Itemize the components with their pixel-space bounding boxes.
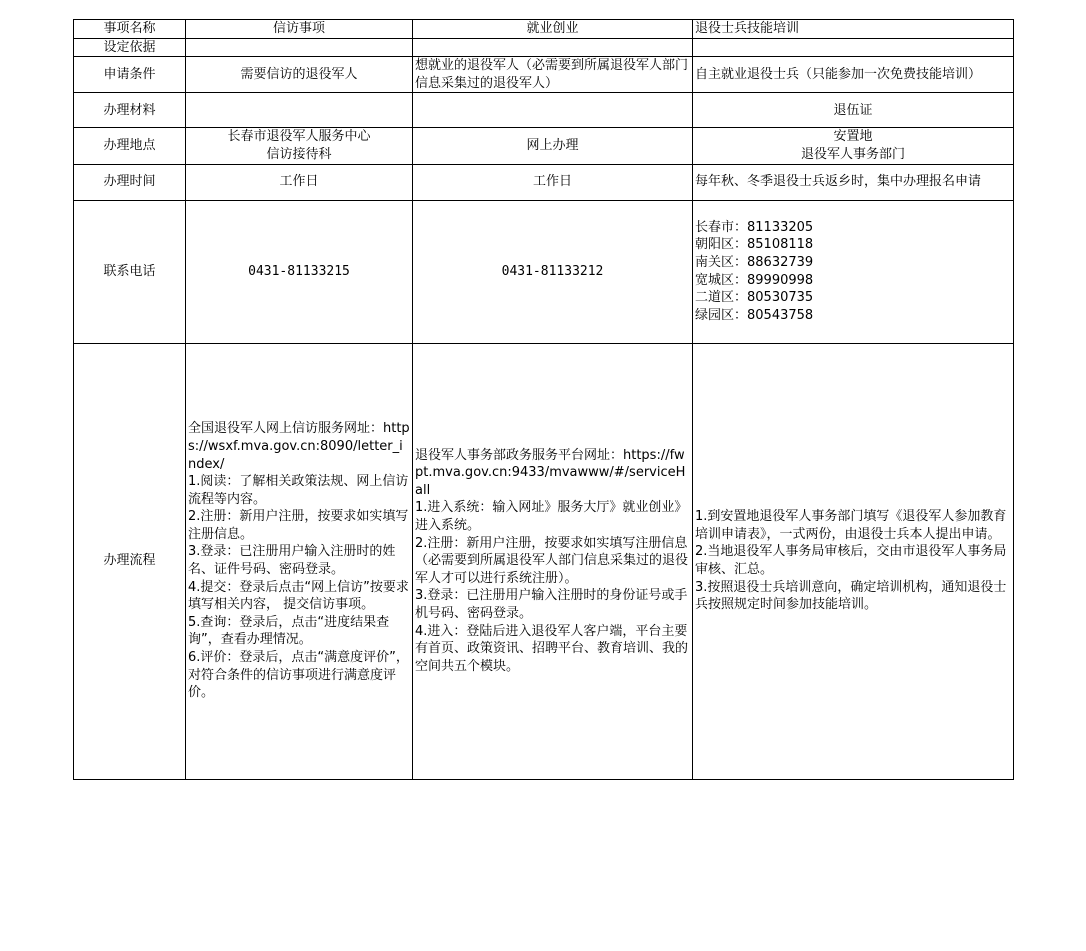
basis-skill-training [693,38,1014,57]
process-skill-training: 1.到安置地退役军人事务部门填写《退役军人参加教育培训申请表》，一式两份，由退役士兵本人提出申请。2.当地退役军人事务局审核后，交由市退役军人事务局审核、汇总。 3.按照退役士兵培训意向，确定培训机构，通知退役士兵按照规定时间参加技能培训。 [693,343,1014,779]
header-employment: 就业创业 [413,20,693,39]
phone-line: 南关区：88632739 [695,254,814,270]
phone-label: 联系电话 [74,200,186,343]
basis-petition [186,38,413,57]
materials-label: 办理材料 [74,93,186,128]
location-petition-line1: 长春市退役军人服务中心 [227,129,371,145]
header-item-name: 事项名称 [74,20,186,39]
location-label: 办理地点 [74,128,186,164]
header-row [74,20,1014,39]
row-materials [74,93,1014,128]
row-basis [74,38,1014,57]
phone-line: 长春市：81133205 [695,219,814,235]
materials-petition [186,93,413,128]
location-skill-line2: 退役军人事务部门 [800,146,905,162]
materials-skill-training: 退伍证 [693,93,1014,128]
header-skill-training: 退役士兵技能培训 [693,20,1014,39]
hours-employment: 工作日 [413,164,693,200]
location-employment: 网上办理 [413,128,693,164]
row-process [74,343,1014,779]
header-petition: 信访事项 [186,20,413,39]
location-petition [186,128,413,164]
process-label: 办理流程 [74,343,186,779]
phone-line: 绿园区：80543758 [695,307,814,323]
conditions-employment: 想就业的退役军人（必需要到所属退役军人部门信息采集过的退役军人） [413,57,693,93]
location-skill-training [693,128,1014,164]
process-employment: 退役军人事务部政务服务平台网址：https://fwpt.mva.gov.cn:9433/mvawww/#/serviceHall 1.进入系统：输入网址》服务大厅》就业创业》进入系统。 2.注册：新用户注册，按要求如实填写注册信息（必需要到所属退役军人部门信息采集过的退役军人才可以进行系统注册）。 3.登录：已注册用户输入注册时的身份证号或手机号码、密码登录。 4.进入：登陆后进入退役军人客户端，平台主要有首页、政策资讯、招聘平台、教育培训、我的空间共五个模块。 [413,343,693,779]
basis-employment [413,38,693,57]
hours-skill-training: 每年秋、冬季退役士兵返乡时，集中办理报名申请 [693,164,1014,200]
hours-label: 办理时间 [74,164,186,200]
conditions-skill-training: 自主就业退役士兵（只能参加一次免费技能培训） [693,57,1014,93]
process-petition: 全国退役军人网上信访服务网址：https://wsxf.mva.gov.cn:8090/letter_index/ 1.阅读：了解相关政策法规、网上信访流程等内容。 2.注册：新用户注册，按要求如实填写注册信息。 3.登录：已注册用户输入注册时的姓名、证件号码、密码登录。 4.提交：登录后点击“网上信访”按要求填写相关内容， 提交信访事项。 5.查询：登录后，点击“进度结果查询”，查看办理情况。 6.评价：登录后，点击“满意度评价”，对符合条件的信访事项进行满意度评价。 [186,343,413,779]
phone-employment: 0431-81133212 [413,200,693,343]
location-skill-line1: 安置地 [833,129,873,145]
phone-line: 朝阳区：85108118 [695,237,814,253]
phone-line: 二道区：80530735 [695,290,814,306]
materials-employment [413,93,693,128]
row-conditions [74,57,1014,93]
hours-petition: 工作日 [186,164,413,200]
location-petition-line2: 信访接待科 [266,146,332,162]
row-location [74,128,1014,164]
phone-line: 宽城区：89990998 [695,272,814,288]
row-phone [74,200,1014,343]
conditions-petition: 需要信访的退役军人 [186,57,413,93]
row-hours [74,164,1014,200]
service-table [73,19,1014,780]
phone-skill-training [693,200,1014,343]
basis-label: 设定依据 [74,38,186,57]
conditions-label: 申请条件 [74,57,186,93]
phone-petition: 0431-81133215 [186,200,413,343]
